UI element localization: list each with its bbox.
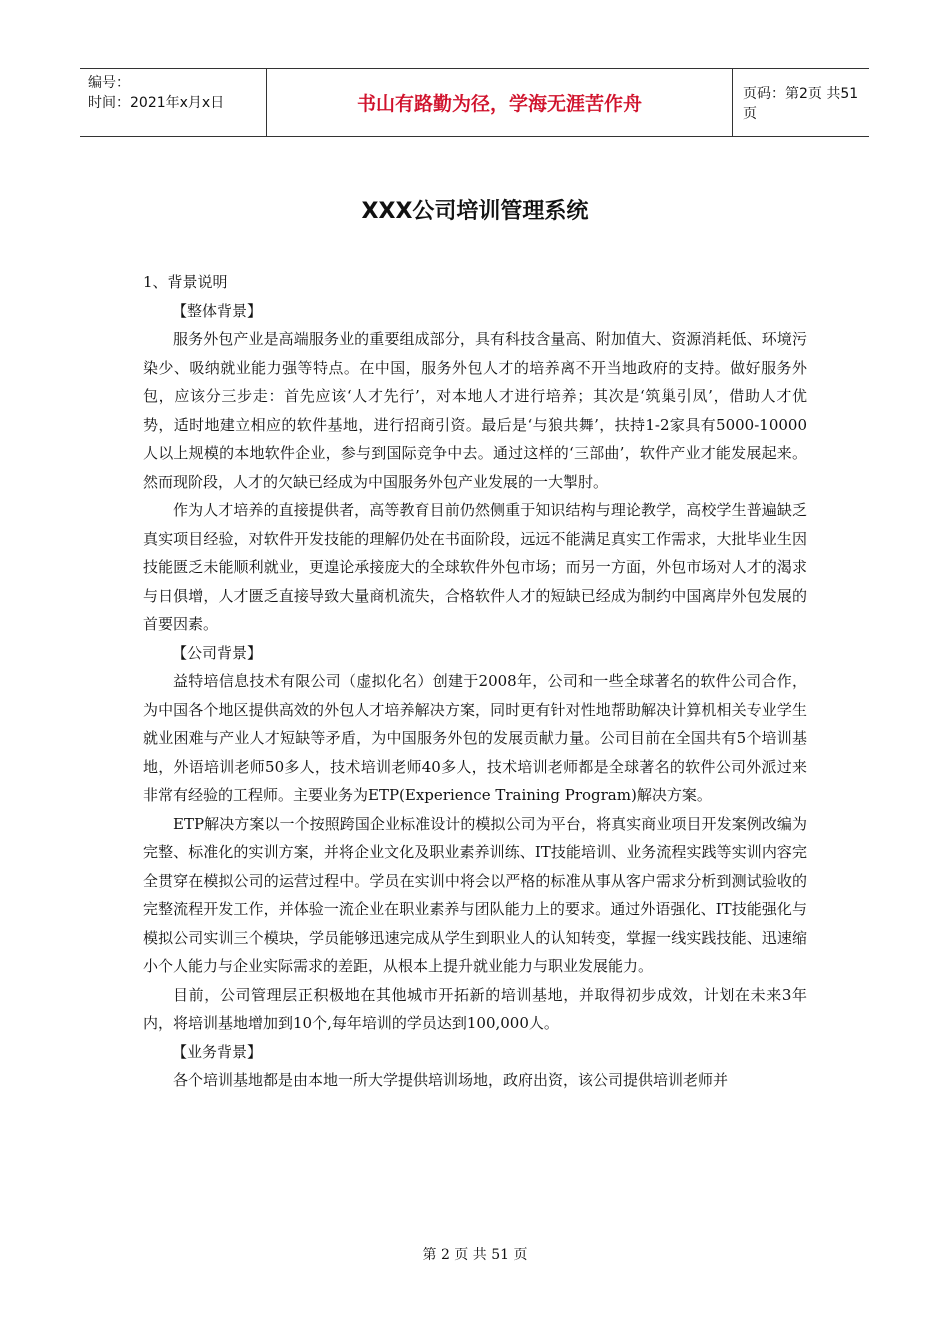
subsection-heading: 【整体背景】 — [172, 301, 263, 320]
document-number-label: 编号： — [88, 75, 130, 91]
document-time-label: 时间：2021年x月x日 — [88, 95, 225, 111]
body-paragraph: 益特培信息技术有限公司（虚拟化名）创建于2008年，公司和一些全球著名的软件公司合作，为中国各个地区提供高效的外包人才培养解决方案，同时更有针对性地帮助解决计算机相关专业学生就业困难与产业人才短缺等矛盾，为中国服务外包的发展贡献力量。公司目前在全国共有5个培训基地，外语培训老师50多人，技术培训老师40多人，技术培训老师都是全球著名的软件公司外派过来非常有经验的工程师。主要业务为ETP(Experience Training Program)解决方案。 — [143, 672, 807, 804]
header-motto: 书山有路勤为径，学海无涯苦作舟 — [267, 69, 733, 136]
body-paragraph: 服务外包产业是高端服务业的重要组成部分，具有科技含量高、附加值大、资源消耗低、环境污染少、吸纳就业能力强等特点。在中国，服务外包人才的培养离不开当地政府的支持。做好服务外包，应该分三步走：首先应该‘人才先行’，对本地人才进行培养；其次是‘筑巢引凤’，借助人才优势，适时地建立相应的软件基地，进行招商引资。最后是‘与狼共舞’，扶持1-2家具有5000-10000人以上规模的本地软件企业，参与到国际竞争中去。通过这样的‘三部曲’，软件产业才能发展起来。然而现阶段，人才的欠缺已经成为中国服务外包产业发展的一大掣肘。 — [143, 330, 807, 491]
body-paragraph: 作为人才培养的直接提供者，高等教育目前仍然侧重于知识结构与理论教学，高校学生普遍缺乏真实项目经验，对软件开发技能的理解仍处在书面阶段，远远不能满足真实工作需求，大批毕业生因技能匮乏未能顺利就业，更遑论承接庞大的全球软件外包市场；而另一方面，外包市场对人才的渴求与日俱增，人才匮乏直接导致大量商机流失，合格软件人才的短缺已经成为制约中国离岸外包发展的首要因素。 — [143, 501, 807, 633]
section-heading: 1、背景说明 — [143, 273, 228, 291]
subsection-heading: 【公司背景】 — [172, 643, 263, 662]
body-paragraph: 各个培训基地都是由本地一所大学提供培训场地，政府出资，该公司提供培训老师并 — [173, 1071, 729, 1089]
body-paragraph: 目前，公司管理层正积极地在其他城市开拓新的培训基地，并取得初步成效，计划在未来3年内，将培训基地增加到10个,每年培训的学员达到100,000人。 — [143, 985, 807, 1032]
header-meta-cell — [80, 69, 267, 136]
header-page-info: 页码：第2页 共51页 — [743, 85, 859, 122]
body-paragraph: ETP解决方案以一个按照跨国企业标准设计的模拟公司为平台，将真实商业项目开发案例改编为完整、标准化的实训方案，并将企业文化及职业素养训练、IT技能培训、业务流程实践等实训内容完全贯穿在模拟公司的运营过程中。学员在实训中将会以严格的标准从事从客户需求分析到测试验收的完整流程开发工作，并体验一流企业在职业素养与团队能力上的要求。通过外语强化、IT技能强化与模拟公司实训三个模块，学员能够迅速完成从学生到职业人的认知转变，掌握一线实践技能、迅速缩小个人能力与企业实际需求的差距，从根本上提升就业能力与职业发展能力。 — [143, 814, 807, 975]
document-body — [143, 268, 807, 1095]
document-title: XXX公司培训管理系统 — [361, 199, 589, 224]
header-table — [80, 68, 869, 137]
subsection-heading: 【业务背景】 — [172, 1042, 263, 1061]
page-footer: 第 2 页 共 51 页 — [422, 1247, 528, 1263]
